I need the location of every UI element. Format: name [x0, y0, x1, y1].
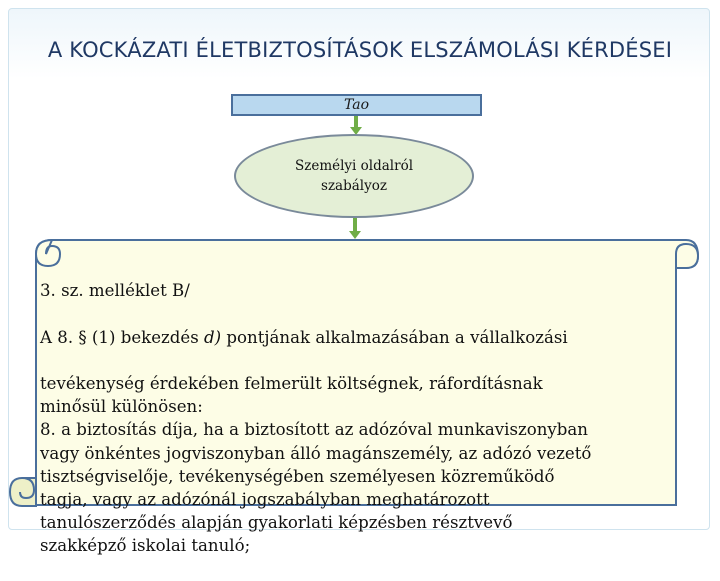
- scroll-line-2-italic: d): [204, 327, 222, 347]
- scroll-line-2: [40, 326, 680, 349]
- tao-box: Tao: [231, 94, 482, 116]
- oval-label: Személyi oldalról szabályoz: [294, 158, 414, 194]
- scroll-line-2-post: pontjának alkalmazásában a vállalkozási: [221, 327, 568, 347]
- scroll-rest: tevékenység érdekében felmerült költségnek, ráfordításnak minősül különösen: 8. a biztosítás díja, ha a biztosított az adózóval munkaviszonyban vagy önkéntes jogviszonyban álló magánszemély, az adózó vezető tisztségviselője, tevékenységében személyesen közreműködő tagja, vagy az adózónál jogszabályban meghatározott tanulószerződés alapján gyakorlati képzésben résztvevő szakképző iskolai tanuló;: [40, 374, 592, 556]
- scroll-line-2-pre: A 8. § (1) bekezdés: [40, 327, 205, 347]
- scroll-line-1: 3. sz. melléklet B/: [40, 281, 190, 301]
- scroll-text: [40, 256, 680, 581]
- slide-title: A KOCKÁZATI ÉLETBIZTOSÍTÁSOK ELSZÁMOLÁSI KÉRDÉSEI: [47, 38, 673, 62]
